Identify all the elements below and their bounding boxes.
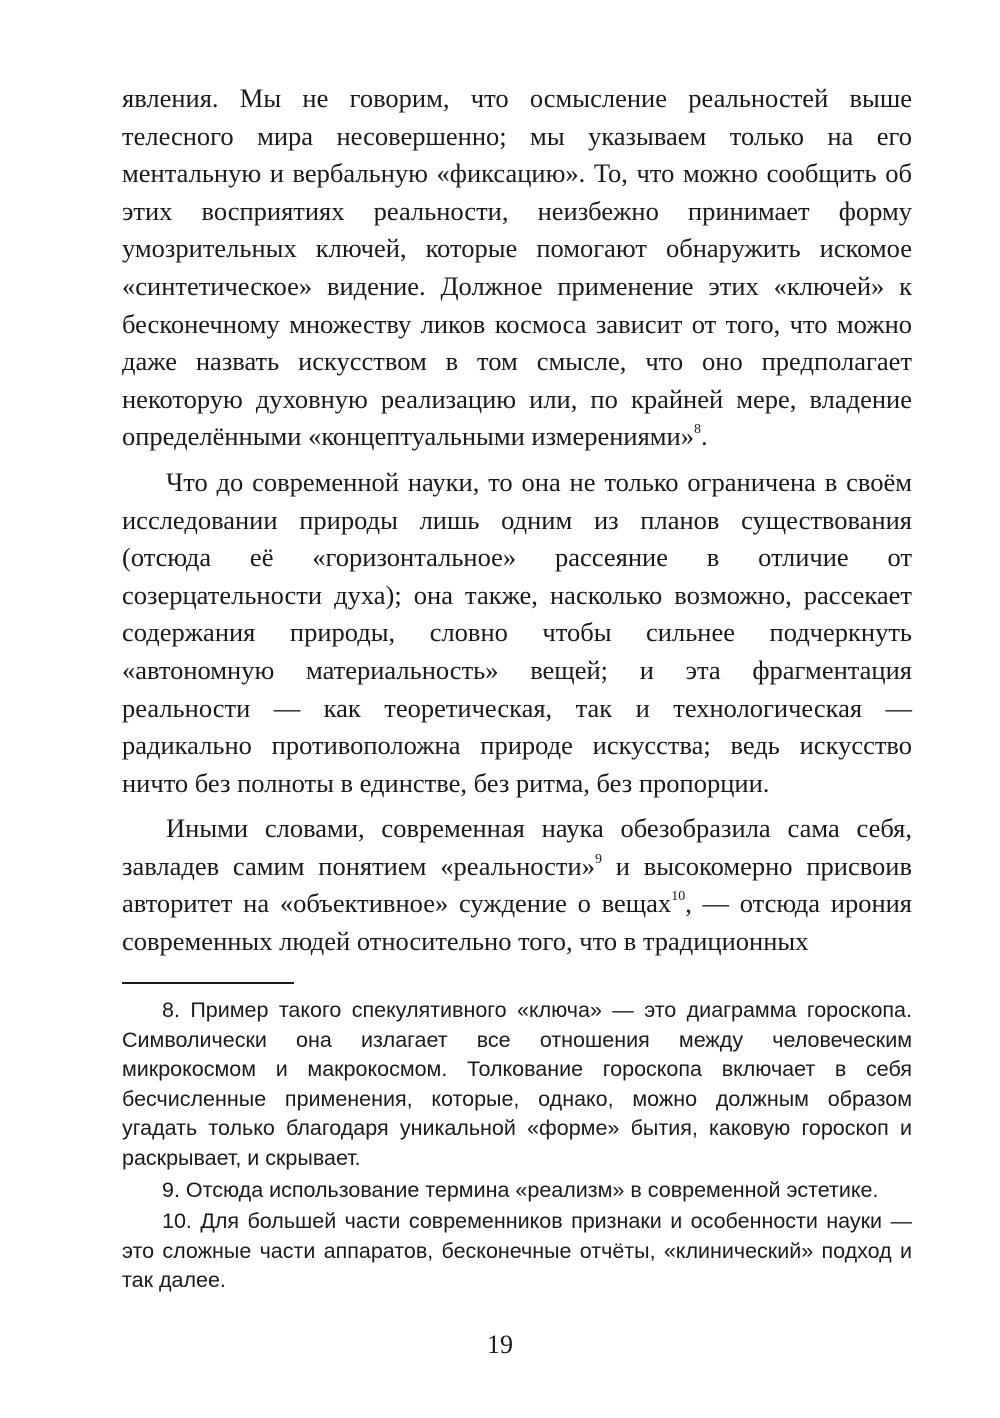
- footnote-text: Отсюда использование термина «реализм» в современной эстетике.: [185, 1177, 879, 1202]
- paragraph-2: Что до современной науки, то она не только ограничена в своём исследовании природы лишь одним из планов существования (отсюда её «горизонтальное» рассеяние в отличие от созерцательности духа); она также, насколько возможно, рассекает содержания природы, словно чтобы сильнее подчеркнуть «автономную материальность» вещей; и эта фрагментация реальности — как теоретическая, так и технологическая — радикально противоположна природе искусства; ведь искусство ничто без полноты в единстве, без ритма, без пропорции.: [122, 466, 912, 798]
- paragraph-3-part-1: Иными словами, современная наука обезобразила сама себя, завладев самим понятием «реальности»: [122, 813, 912, 881]
- footnote-9: [122, 1176, 912, 1206]
- footnote-8: [122, 996, 912, 1174]
- footnote-ref-9[interactable]: 9: [594, 851, 602, 867]
- paragraph-3-part-3: , — отсюда ирония современных людей относительно того, что в традиционных: [122, 888, 913, 957]
- body-text: [122, 80, 912, 961]
- paragraph-1-text: явления. Мы не говорим, что осмысление реальностей выше телесного мира несовершенно; мы указываем только на его ментальную и вербальную «фиксацию». То, что можно сообщить об этих восприятиях реальности, неизбежно принимает форму умозрительных ключей, которые помогают обнаружить искомое «синтетическое» видение. Должное применение этих «ключей» к бесконечному множеству ликов космоса зависит от того, что можно даже назвать искусством в том смысле, что оно предполагает некоторую духовную реализацию или, по крайней мере, владение определёнными «концептуальными измерениями»: [122, 83, 912, 452]
- main-text-column: [122, 80, 912, 961]
- paragraph-1: [122, 80, 912, 456]
- footnote-number: 9.: [162, 1177, 180, 1202]
- footnote-text: Для большей части современников признаки и особенности науки — это сложные части аппаратов, бесконечные отчёты, «клинический» подход и так далее.: [122, 1209, 912, 1293]
- footnote-text: Пример такого спекулятивного «ключа» — это диаграмма гороскопа. Символически она излагает все отношения между человеческим микрокосмом и макрокосмом. Толкование гороскопа включает в себя бесчисленные применения, которые, однако, можно должным образом угадать только благодаря уникальной «форме» бытия, каковую гороскоп и раскрывает, и скрывает.: [122, 998, 912, 1170]
- paragraph-3: [122, 810, 912, 960]
- paragraph-3-part-2: и высокомерно присвоив авторитет на «объективное» суждение о вещах: [122, 850, 912, 919]
- paragraph-1-end: .: [700, 421, 708, 452]
- footnote-divider: [122, 982, 294, 984]
- footnote-10: [122, 1207, 912, 1296]
- footnote-ref-10[interactable]: 10: [671, 889, 686, 905]
- footnote-ref-8[interactable]: 8: [693, 422, 701, 438]
- footnote-number: 10.: [162, 1209, 192, 1234]
- footnotes: [122, 996, 912, 1298]
- footnote-number: 8.: [162, 998, 180, 1022]
- page-number: 19: [487, 1330, 513, 1359]
